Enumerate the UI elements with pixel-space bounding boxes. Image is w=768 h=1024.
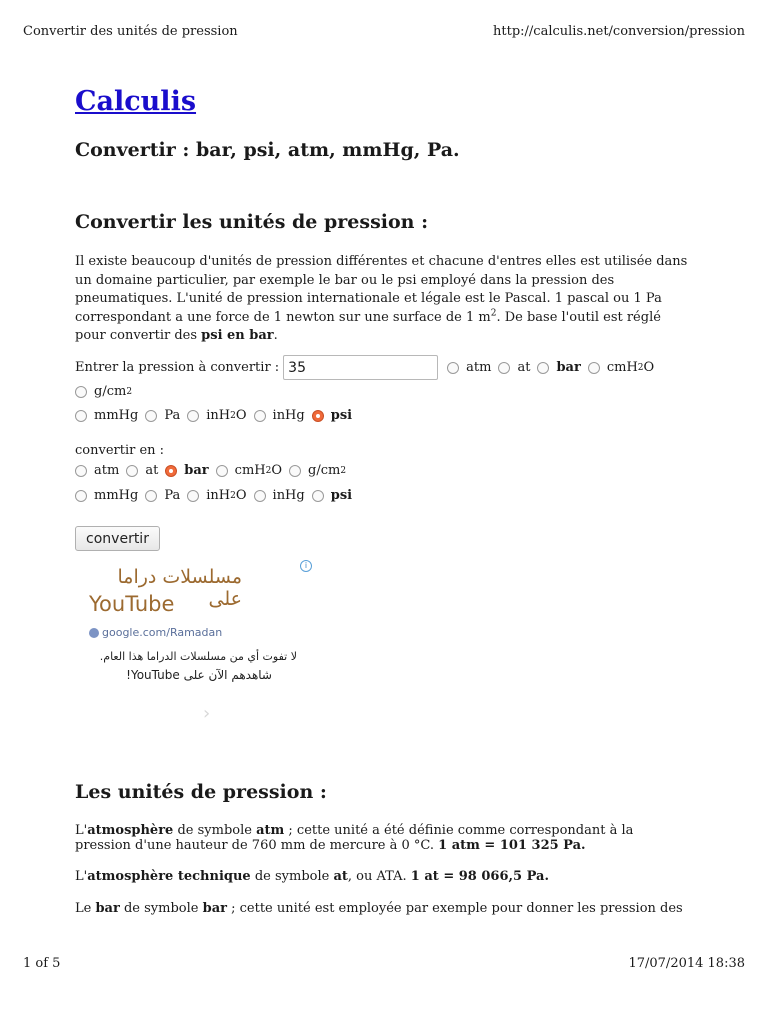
radio-icon[interactable] xyxy=(254,490,266,502)
ad-description-2: شاهدهم الآن على YouTube! xyxy=(126,668,272,682)
intro-paragraph xyxy=(75,253,690,346)
ad-headline-youtube[interactable]: YouTube xyxy=(89,592,175,616)
site-title-link[interactable]: Calculis xyxy=(75,86,197,117)
option-label: psi xyxy=(330,408,353,423)
to-option-inhg[interactable] xyxy=(254,488,305,503)
option-label: at xyxy=(145,463,159,478)
symbol-bold: at xyxy=(333,869,348,884)
radio-icon[interactable] xyxy=(447,362,459,374)
radio-icon[interactable] xyxy=(254,410,266,422)
radio-icon[interactable] xyxy=(498,362,510,374)
option-label: inHg xyxy=(272,408,305,423)
equation-bold: 1 atm = 101 325 Pa. xyxy=(438,838,586,853)
text: ; cette unité a été définie comme correspondant à la pression d'une hauteur de 760 mm de mercure à 0 °C. xyxy=(75,823,634,853)
option-label-end: O xyxy=(643,360,655,375)
from-option-pa[interactable] xyxy=(145,408,180,423)
convert-button[interactable]: convertir xyxy=(75,526,160,551)
radio-icon[interactable] xyxy=(75,465,87,477)
option-label: mmHg xyxy=(94,408,139,423)
ad-description-1: لا تفوت أي من مسلسلات الدراما هذا العام. xyxy=(99,650,297,663)
intro-end: . xyxy=(273,328,278,343)
text: de symbole xyxy=(119,901,203,916)
ad-info-icon[interactable]: i xyxy=(300,560,312,572)
symbol-bold: atm xyxy=(256,823,285,838)
to-option-at[interactable] xyxy=(126,463,158,478)
print-header xyxy=(23,24,745,39)
to-option-gcm2[interactable] xyxy=(289,463,346,478)
text: L' xyxy=(75,823,88,838)
google-icon xyxy=(89,628,99,638)
radio-icon[interactable] xyxy=(187,490,199,502)
text: de symbole xyxy=(250,869,334,884)
from-option-bar[interactable] xyxy=(537,360,580,375)
text: de symbole xyxy=(173,823,257,838)
option-label: g/cm xyxy=(308,463,341,478)
option-label: psi xyxy=(330,488,353,503)
term-bold: atmosphère technique xyxy=(87,869,251,884)
intro-text-2: . De base l'outil est réglé pour convertir des xyxy=(75,309,661,343)
ad-block[interactable] xyxy=(87,560,319,730)
ad-headline-arabic[interactable]: مسلسلات دراما على xyxy=(117,566,242,610)
intro-sup: 2 xyxy=(490,308,497,319)
tagline: Convertir : bar, psi, atm, mmHg, Pa. xyxy=(75,139,460,161)
to-option-bar[interactable] xyxy=(165,463,208,478)
option-label: inH xyxy=(206,488,231,503)
to-option-inh2o[interactable] xyxy=(187,488,246,503)
option-label: cmH xyxy=(234,463,266,478)
option-label: g/cm xyxy=(94,384,127,399)
radio-icon[interactable] xyxy=(75,410,87,422)
option-label: cmH xyxy=(606,360,638,375)
radio-icon[interactable] xyxy=(126,465,138,477)
from-option-cmh2o[interactable] xyxy=(588,360,654,375)
text: L' xyxy=(75,869,88,884)
equation-bold: 1 at = 98 066,5 Pa. xyxy=(410,869,549,884)
from-row-3 xyxy=(75,408,359,423)
from-option-inhg[interactable] xyxy=(254,408,305,423)
term-bold: atmosphère xyxy=(87,823,174,838)
pressure-input[interactable]: 35 xyxy=(283,355,438,380)
radio-selected-icon[interactable] xyxy=(312,410,324,422)
option-label-end: O xyxy=(271,463,283,478)
from-option-at[interactable] xyxy=(498,360,530,375)
option-label: mmHg xyxy=(94,488,139,503)
to-label: convertir en : xyxy=(75,443,165,458)
from-label: Entrer la pression à convertir : xyxy=(75,360,280,375)
to-option-cmh2o[interactable] xyxy=(216,463,282,478)
radio-icon[interactable] xyxy=(145,490,157,502)
radio-icon[interactable] xyxy=(75,386,87,398)
to-label-row xyxy=(75,443,164,458)
ad-url[interactable] xyxy=(89,626,222,639)
option-label: inHg xyxy=(272,488,305,503)
from-row-1 xyxy=(75,355,661,380)
from-option-psi[interactable] xyxy=(312,408,352,423)
radio-icon[interactable] xyxy=(145,410,157,422)
option-sub: 2 xyxy=(265,465,272,476)
option-label: Pa xyxy=(164,488,181,503)
option-label: at xyxy=(517,360,531,375)
radio-icon[interactable] xyxy=(312,490,324,502)
to-option-mmhg[interactable] xyxy=(75,488,138,503)
option-sup: 2 xyxy=(126,386,133,397)
option-label: atm xyxy=(94,463,120,478)
to-option-pa[interactable] xyxy=(145,488,180,503)
option-sup: 2 xyxy=(340,465,347,476)
option-label: bar xyxy=(556,360,581,375)
radio-icon[interactable] xyxy=(75,490,87,502)
from-option-inh2o[interactable] xyxy=(187,408,246,423)
radio-icon[interactable] xyxy=(216,465,228,477)
from-row-2 xyxy=(75,384,139,399)
to-option-atm[interactable] xyxy=(75,463,119,478)
section-title-convert: Convertir les unités de pression : xyxy=(75,211,429,233)
from-option-atm[interactable] xyxy=(447,360,491,375)
to-option-psi[interactable] xyxy=(312,488,352,503)
option-label: bar xyxy=(184,463,209,478)
print-timestamp: 17/07/2014 18:38 xyxy=(628,956,745,971)
intro-text: Il existe beaucoup d'unités de pression différentes et chacune d'entres elles est utilisée dans un domaine particulier, par exemple le bar ou le psi employé dans la pression des pneumatiques. L'unité de pression internationale et légale est le Pascal. 1 pascal ou 1 Pa correspondant a une force de 1 newton sur une surface de 1 m xyxy=(75,254,688,325)
option-label-end: O xyxy=(235,488,247,503)
text: ; cette unité est employée par exemple pour donner les pression des xyxy=(226,901,683,916)
radio-icon[interactable] xyxy=(187,410,199,422)
ad-url-text[interactable]: google.com/Ramadan xyxy=(102,626,223,639)
from-option-mmhg[interactable] xyxy=(75,408,138,423)
option-label: inH xyxy=(206,408,231,423)
option-sub: 2 xyxy=(230,490,236,501)
option-sub: 2 xyxy=(230,410,236,421)
term-bold: bar xyxy=(95,901,120,916)
radio-icon[interactable] xyxy=(289,465,301,477)
print-header-title: Convertir des unités de pression xyxy=(23,24,238,39)
option-label: atm xyxy=(466,360,492,375)
to-row-2 xyxy=(75,488,359,503)
print-footer xyxy=(23,956,745,971)
paragraph-at xyxy=(75,869,690,884)
page-counter: 1 of 5 xyxy=(23,956,61,971)
option-label: Pa xyxy=(164,408,181,423)
radio-icon[interactable] xyxy=(588,362,600,374)
radio-selected-icon[interactable] xyxy=(165,465,177,477)
from-option-gcm2[interactable] xyxy=(75,384,132,399)
paragraph-atm xyxy=(75,823,690,853)
print-header-url: http://calculis.net/conversion/pression xyxy=(493,24,745,39)
intro-bold: psi en bar xyxy=(201,328,274,343)
option-label-end: O xyxy=(235,408,247,423)
radio-icon[interactable] xyxy=(537,362,549,374)
ad-arrow-icon[interactable]: › xyxy=(203,703,211,724)
paragraph-bar xyxy=(75,901,690,916)
symbol-bold: bar xyxy=(202,901,227,916)
text: , ou ATA. xyxy=(347,869,411,884)
text: Le xyxy=(75,901,96,916)
option-sub: 2 xyxy=(637,362,644,373)
section-title-units: Les unités de pression : xyxy=(75,781,327,803)
to-row-1 xyxy=(75,463,353,478)
